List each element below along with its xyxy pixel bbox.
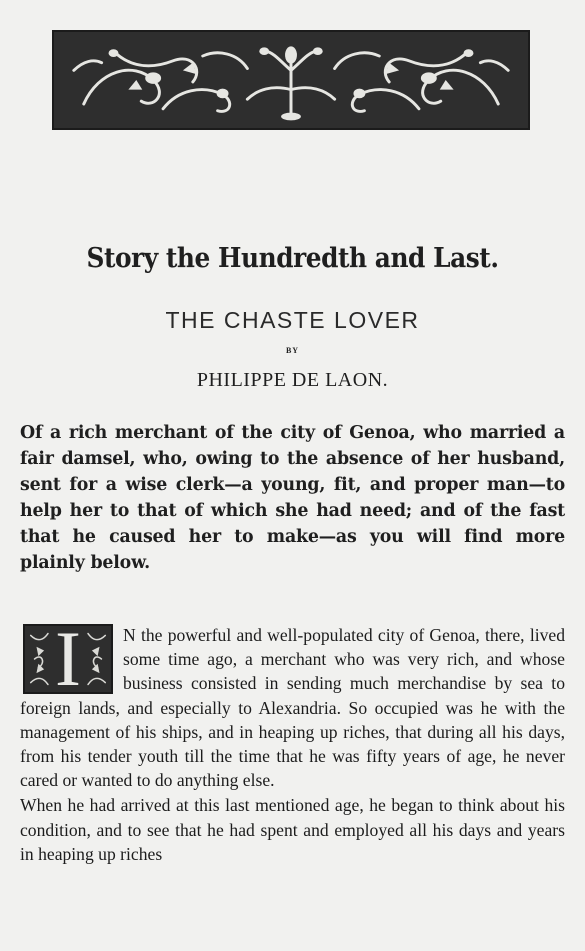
story-summary: Of a rich merchant of the city of Genoa, who married a fair damsel, who, owing to the absence of her husband, sent for a wise clerk—a young, fit, and proper man—to help her to that of which she had need; and of the fast that he caused her to make—as you will find more plainly below. [20, 423, 565, 573]
story-body [20, 615, 565, 866]
drop-cap [23, 615, 113, 702]
story-title: THE CHASTE LOVER [165, 307, 420, 333]
paragraph-2: When he had arrived at this last mentioned age, he began to think about his condition, and to see that he had spent and employed all his days and years in heaping up riches [20, 795, 565, 864]
author-name: PHILIPPE DE LAON. [196, 369, 389, 391]
floral-headpiece-icon [52, 30, 530, 130]
drop-cap-letter: I [55, 615, 81, 702]
by-label: BY [285, 346, 300, 355]
story-heading: Story the Hundredth and Last. [86, 243, 499, 274]
paragraph-1: N the powerful and well-populated city of Genoa, there, lived some time ago, a merchant who was very rich, and whose business consisted in sending much merchandise by sea to foreign lands, and especially to Alexandria. So occupied was he with the management of his ships, and in heaping up riches, that during all his days, from his tender youth till the time that he was fifty years of age, he never cared or wanted to do anything else. [20, 625, 565, 791]
